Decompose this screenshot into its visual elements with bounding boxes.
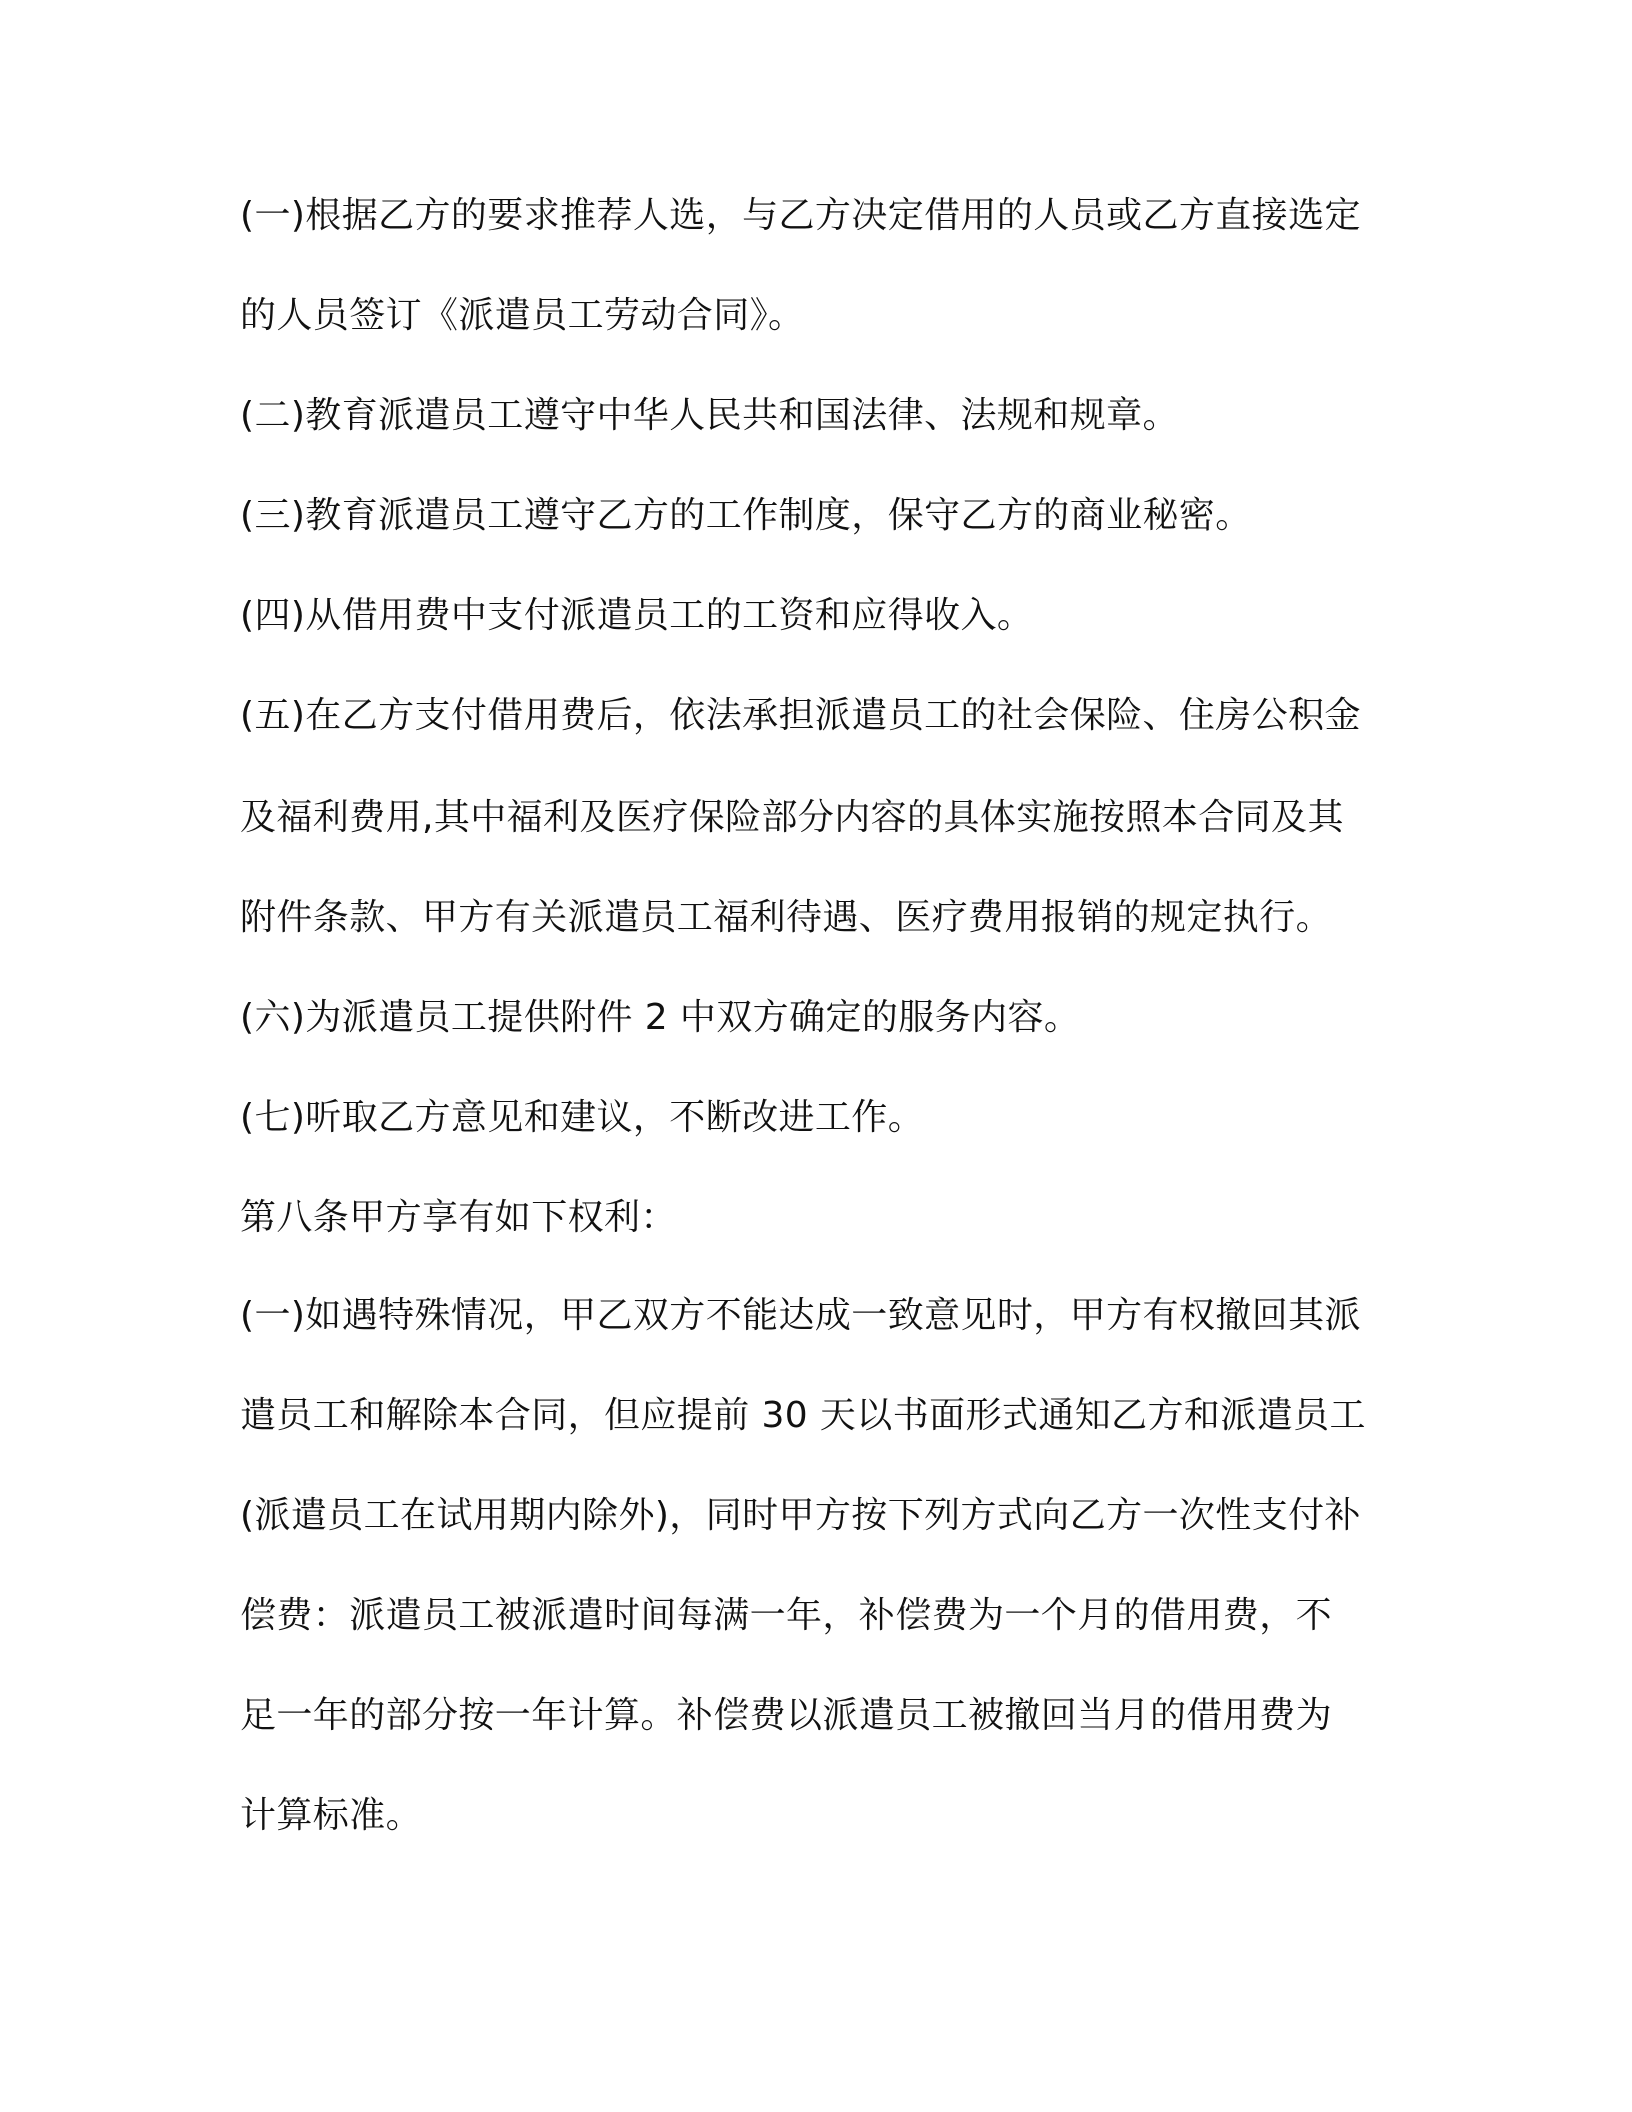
clause-7: (七)听取乙方意见和建议，不断改进工作。 <box>240 1097 925 1138</box>
article-8-clause-1-line-4: 偿费：派遣员工被派遣时间每满一年，补偿费为一个月的借用费，不 <box>240 1595 1333 1636</box>
clause-5-line-1: (五)在乙方支付借用费后，依法承担派遣员工的社会保险、住房公积金 <box>240 695 1361 736</box>
clause-1-line-1: (一)根据乙方的要求推荐人选，与乙方决定借用的人员或乙方直接选定 <box>240 195 1361 236</box>
clause-3: (三)教育派遣员工遵守乙方的工作制度，保守乙方的商业秘密。 <box>240 495 1252 536</box>
clause-1-line-2: 的人员签订《派遣员工劳动合同》。 <box>240 295 805 336</box>
clause-5-line-3: 附件条款、甲方有关派遣员工福利待遇、医疗费用报销的规定执行。 <box>240 897 1333 938</box>
clause-5-line-2: 及福利费用,其中福利及医疗保险部分内容的具体实施按照本合同及其 <box>240 797 1344 838</box>
article-8-clause-1-line-3: (派遣员工在试用期内除外)，同时甲方按下列方式向乙方一次性支付补 <box>240 1495 1361 1536</box>
article-8-clause-1-line-6: 计算标准。 <box>240 1795 423 1836</box>
article-8-clause-1-line-5: 足一年的部分按一年计算。补偿费以派遣员工被撤回当月的借用费为 <box>240 1695 1333 1736</box>
article-8-heading: 第八条甲方享有如下权利： <box>240 1197 677 1238</box>
clause-4: (四)从借用费中支付派遣员工的工资和应得收入。 <box>240 595 1034 636</box>
article-8-clause-1-line-2: 遣员工和解除本合同，但应提前 30 天以书面形式通知乙方和派遣员工 <box>240 1395 1366 1436</box>
clause-6: (六)为派遣员工提供附件 2 中双方确定的服务内容。 <box>240 997 1081 1038</box>
clause-2: (二)教育派遣员工遵守中华人民共和国法律、法规和规章。 <box>240 395 1179 436</box>
article-8-clause-1-line-1: (一)如遇特殊情况，甲乙双方不能达成一致意见时，甲方有权撤回其派 <box>240 1295 1361 1336</box>
